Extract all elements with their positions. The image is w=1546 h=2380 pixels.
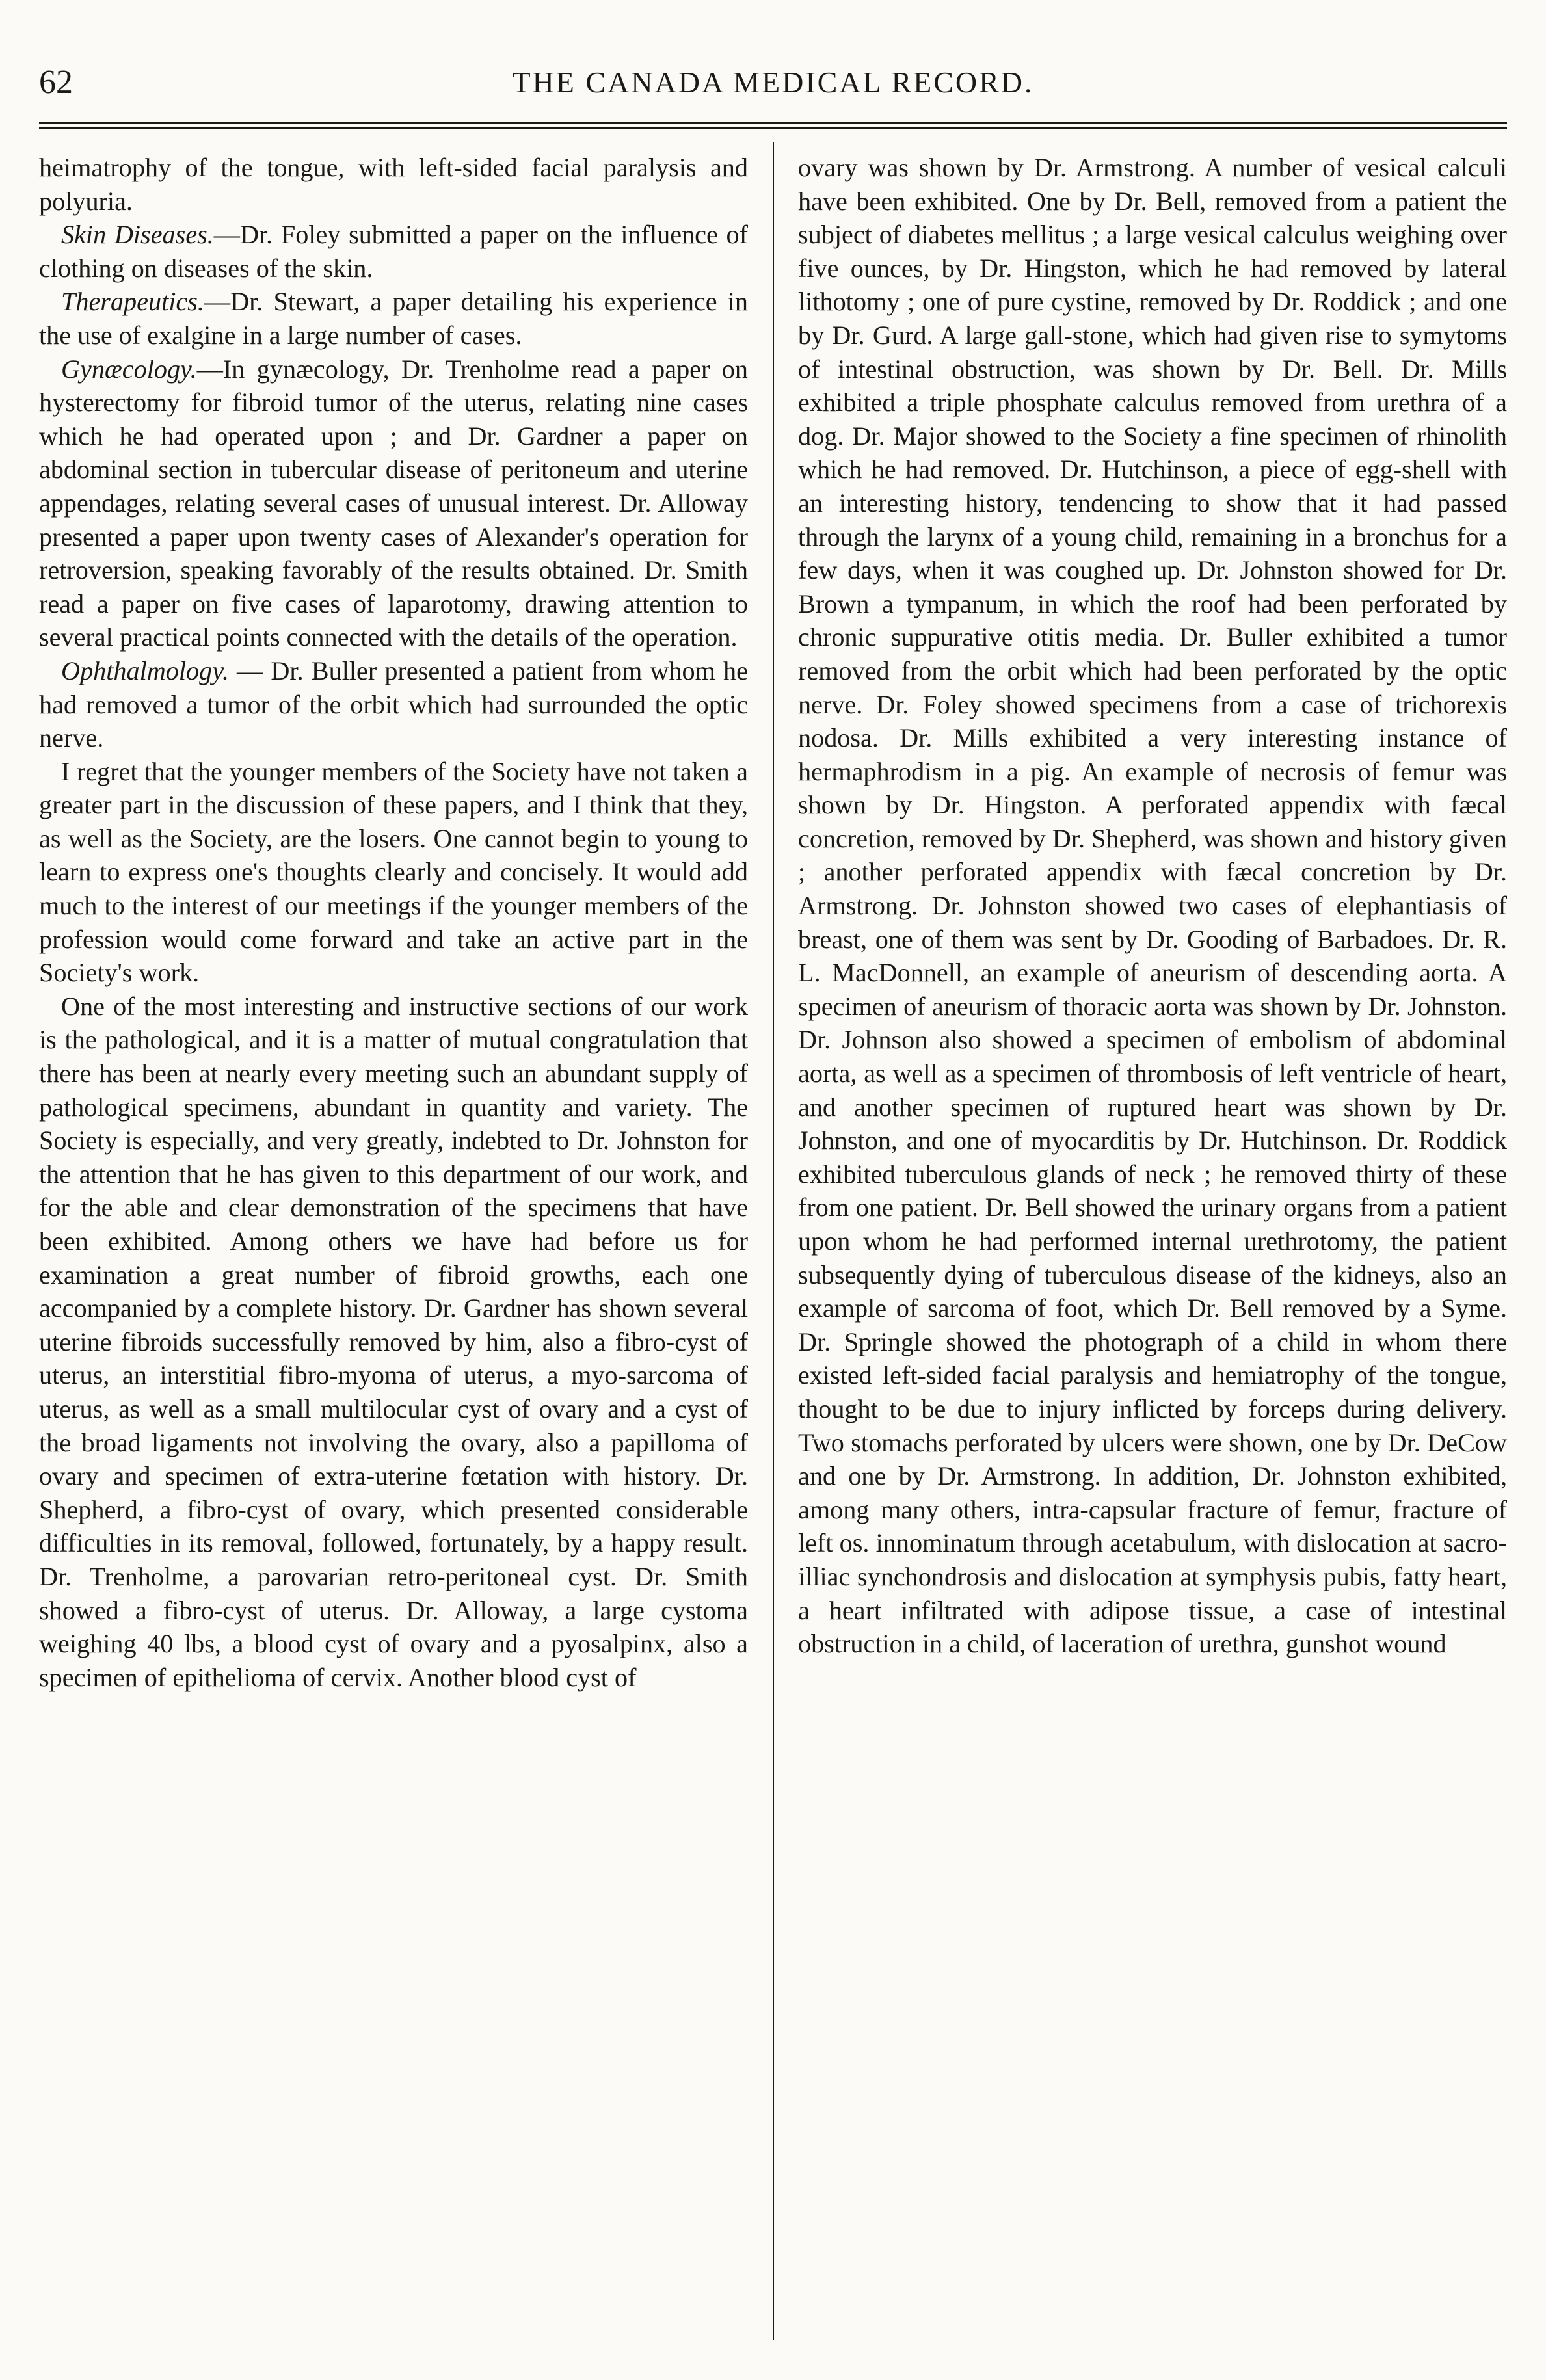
paragraph-younger-members: I regret that the younger members of the Society have not taken a greater part in the discussion of these papers, and I think that they, as well as the Society, are the losers. One cannot begin to young to learn to express one's thoughts clearly and concisely. It would add much to the interest of our meetings if the younger members of the profession would come forward and take an active part in the Society's work. [39, 756, 748, 988]
paragraph-specimens-continued: ovary was shown by Dr. Armstrong. A number of vesical calculi have been exhibited. One by Dr. Bell, removed from a patient the subject of diabetes mellitus ; a large vesical calculus weighing over five ounces, by Dr. Hingston, which he had removed by lateral lithotomy ; one of pure cystine, removed by Dr. Roddick ; and one by Dr. Gurd. A large gall-stone, which had given rise to symytoms of intestinal obstruction, was shown by Dr. Bell. Dr. Mills exhibited a triple phosphate calculus removed from urethra of a dog. Dr. Major showed to the Society a fine specimen of rhinolith which he had removed. Dr. Hutchinson, a piece of egg-shell with an interesting history, tendencing to show that it had passed through the larynx of a young child, remaining in a bronchus for a few days, when it was coughed up. Dr. Johnston showed for Dr. Brown a tympanum, in which the roof had been perforated by chronic suppurative otitis media. Dr. Buller exhibited a tumor removed from the orbit which had been perforated by the optic nerve. Dr. Foley showed specimens from a case of trichorexis nodosa. Dr. Mills exhibited a very interesting instance of hermaphrodism in a pig. An example of necrosis of femur was shown by Dr. Hingston. A perforated appendix with fæcal concretion, removed by Dr. Shepherd, was shown and history given ; another perforated appendix with fæcal concretion by Dr. Armstrong. Dr. Johnston showed two cases of elephantiasis of breast, one of them was sent by Dr. Gooding of Barbadoes. Dr. R. L. MacDonnell, an example of aneurism of descending aorta. A specimen of aneurism of thoracic aorta was shown by Dr. Johnston. Dr. Johnson also showed a specimen of embolism of abdominal aorta, as well as a specimen of thrombosis of left ventricle of heart, and another specimen of ruptured heart was shown by Dr. Johnston, and one of myocarditis by Dr. Hutchinson. Dr. Roddick exhibited tuberculous glands of neck ; he removed thirty of these from one patient. Dr. Bell showed the urinary organs from a patient upon whom he had performed internal urethrotomy, the patient subsequently dying of tuberculous disease of the kidneys, also an example of sarcoma of foot, which Dr. Bell removed by a Syme. Dr. Springle showed the photograph of a child in whom there existed left-sided facial paralysis and hemiatrophy of the tongue, thought to be due to injury inflicted by forceps during delivery. Two stomachs perforated by ulcers were shown, one by Dr. DeCow and one by Dr. Armstrong. In addition, Dr. Johnston exhibited, among many others, intra-capsular fracture of femur, fracture of left os. innominatum through acetabulum, with dislocation at sacro-illiac synchondrosis and dislocation at symphysis pubis, fatty heart, a heart infiltrated with adipose tissue, a case of intestinal obstruction in a child, of laceration of urethra, gunshot wound [798, 153, 1507, 1659]
journal-title: THE CANADA MEDICAL RECORD. [512, 66, 1034, 99]
right-column [798, 151, 1507, 2336]
left-column [39, 151, 748, 2336]
header-rule-bottom [39, 127, 1507, 129]
section-skin-diseases [39, 218, 748, 285]
section-body: — Dr. Buller presented a patient from whom he had removed a tumor of the orbit which had surrounded the optic nerve. [39, 655, 748, 753]
column-divider [773, 142, 774, 2340]
section-ophthalmology [39, 654, 748, 755]
paragraph-continuation: heimatrophy of the tongue, with left-sided facial paralysis and polyuria. [39, 153, 748, 216]
section-heading: Gynæcology. [61, 354, 197, 384]
section-body: —Dr. Foley submitted a paper on the influence of clothing on diseases of the skin. [39, 220, 748, 283]
page-header [39, 60, 1507, 105]
section-body: —Dr. Stewart, a paper detailing his experience in the use of exalgine in a large number of cases. [39, 287, 748, 350]
page-number: 62 [39, 64, 73, 101]
section-heading: Therapeutics. [61, 287, 204, 317]
section-gynaecology [39, 352, 748, 654]
section-heading: Ophthalmology. [61, 655, 229, 685]
section-therapeutics [39, 285, 748, 352]
section-body: —In gynæcology, Dr. Trenholme read a paper on hysterectomy for fibroid tumor of the uterus, relating nine cases which he had operated upon ; and Dr. Gardner a paper on abdominal section in tubercular disease of peritoneum and uterine appendages, relating several cases of unusual interest. Dr. Alloway presented a paper upon twenty cases of Alexander's operation for retroversion, speaking favorably of the results obtained. Dr. Smith read a paper on five cases of laparotomy, drawing attention to several practical points connected with the details of the operation. [39, 354, 748, 652]
header-rule-top [39, 122, 1507, 124]
section-heading: Skin Diseases. [61, 220, 214, 250]
paragraph-pathological: One of the most interesting and instructive sections of our work is the pathological, and it is a matter of mutual congratulation that there has been at nearly every meeting such an abundant supply of pathological specimens, abundant in quantity and variety. The Society is especially, and very greatly, indebted to Dr. Johnston for the attention that he has given to this department of our work, and for the able and clear demonstration of the specimens that have been exhibited. Among others we have had before us for examination a great number of fibroid growths, each one accompanied by a complete history. Dr. Gardner has shown several uterine fibroids successfully removed by him, also a fibro-cyst of uterus, an interstitial fibro-myoma of uterus, a myo-sarcoma of uterus, as well as a small multilocular cyst of ovary and a cyst of the broad ligaments not involving the ovary, also a papilloma of ovary and specimen of extra-uterine fœtation with history. Dr. Shepherd, a fibro-cyst of ovary, which presented considerable difficulties in its removal, followed, fortunately, by a happy result. Dr. Trenholme, a parovarian retro-peritoneal cyst. Dr. Smith showed a fibro-cyst of uterus. Dr. Alloway, a large cystoma weighing 40 lbs, a blood cyst of ovary and a pyosalpinx, also a specimen of epithelioma of cervix. Another blood cyst of [39, 991, 748, 1692]
